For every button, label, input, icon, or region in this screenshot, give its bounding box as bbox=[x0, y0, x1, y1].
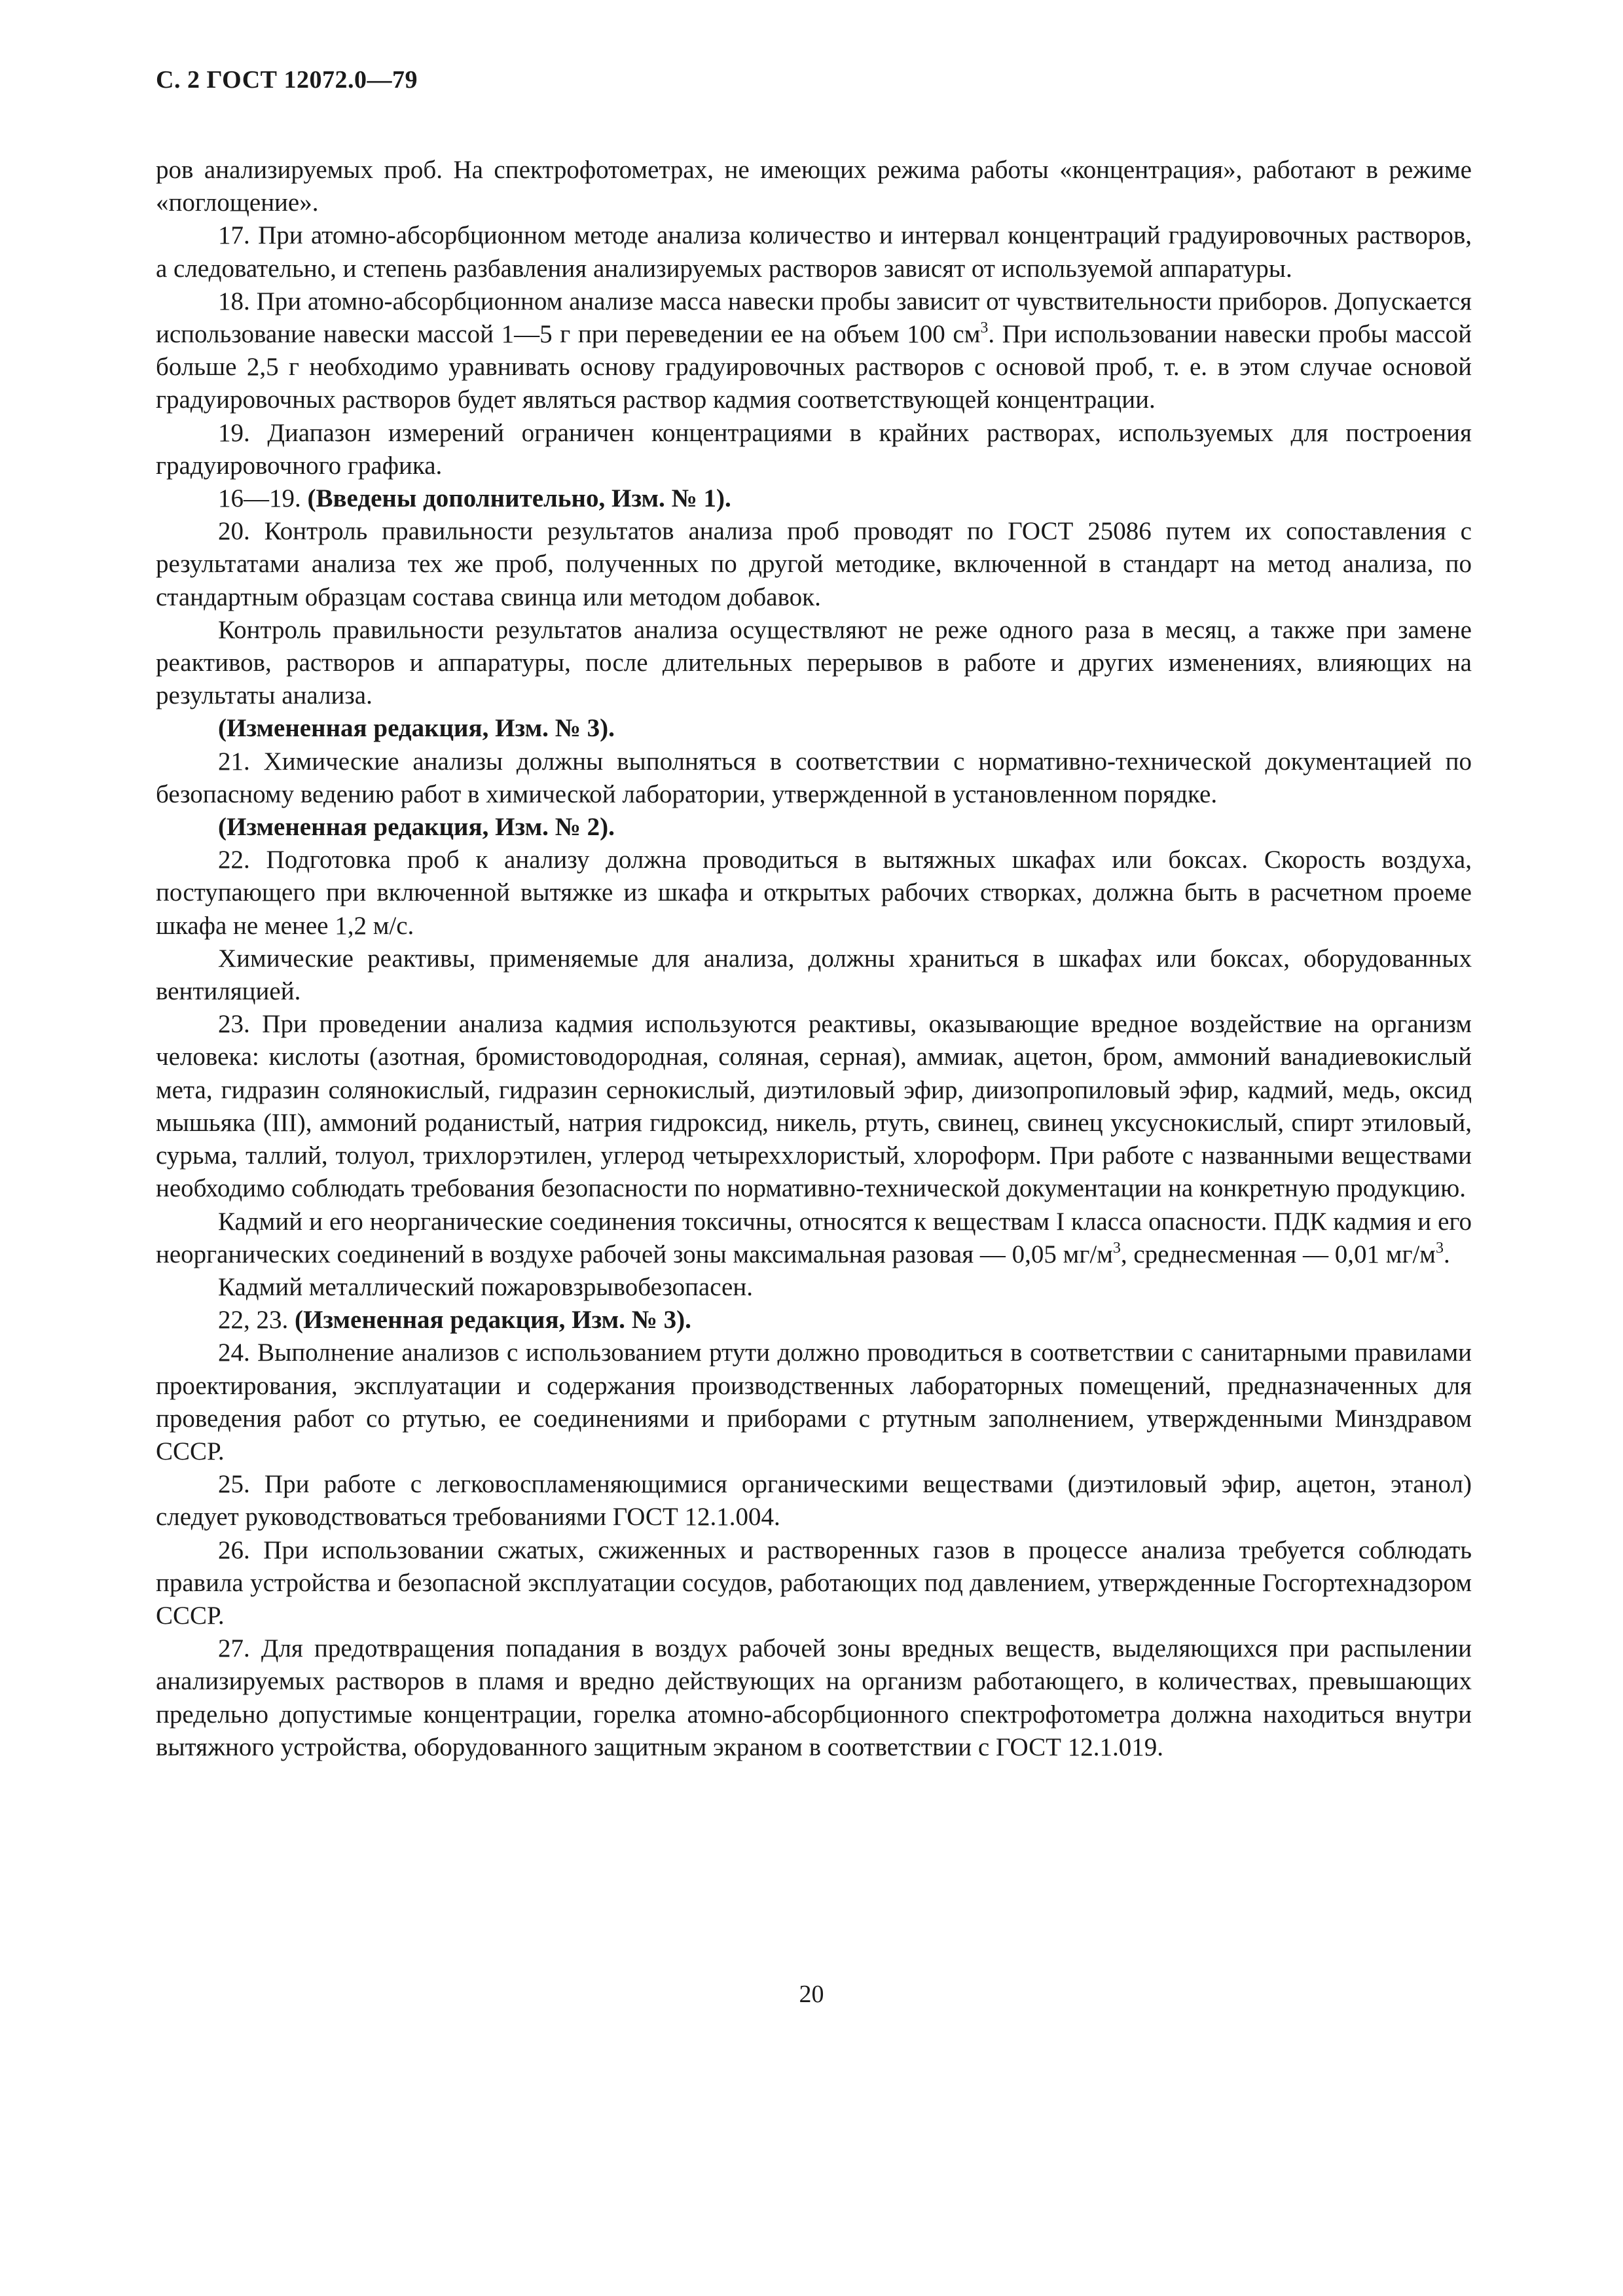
amendment-note-3b bbox=[156, 1304, 1472, 1336]
paragraph-26: 26. При использовании сжатых, сжиженных и растворенных газов в процессе анализа требуется соблюдать правила устройства и безопасной эксплуатации сосудов, работающих под давлением, утвержденные Госгортехнадзором СССР. bbox=[156, 1535, 1472, 1630]
amendment-note-2: (Измененная редакция, Изм. № 2). bbox=[218, 813, 615, 842]
toxicity-part1: Кадмий и его неорганические соединения токсичны, относятся к веществам I класса опасности. ПДК кадмия и его неорганических соединений в воздухе рабочей зоны максимальная разовая — 0,05 мг/м bbox=[156, 1207, 1472, 1268]
toxicity-part2: , среднесменная — 0,01 мг/м bbox=[1120, 1240, 1436, 1268]
paragraph-23-cadmium: Кадмий металлический пожаровзрывобезопасен. bbox=[218, 1272, 753, 1301]
document-body bbox=[156, 154, 1472, 1764]
paragraph-20: 20. Контроль правильности результатов анализа проб проводят по ГОСТ 25086 путем их сопоставления с результатами анализа тех же проб, полученных по другой методике, включенной в стандарт на метод анализа, по стандартным образцам состава свинца или методом добавок. bbox=[156, 517, 1472, 611]
page-header: С. 2 ГОСТ 12072.0—79 bbox=[156, 66, 418, 94]
paragraph-17: 17. При атомно-абсорбционном методе анализа количество и интервал концентраций градуировочных растворов, а следовательно, и степень разбавления анализируемых растворов зависят от используемой аппаратуры. bbox=[156, 221, 1472, 283]
amendment-note-1-text: (Введены дополнительно, Изм. № 1). bbox=[307, 484, 731, 513]
paragraph-22: 22. Подготовка проб к анализу должна проводиться в вытяжных шкафах или боксах. Скорость воздуха, поступающего при включенной вытяжке из шкафа и открытых рабочих створках, должна быть в расчетном проеме шкафа не менее 1,2 м/с. bbox=[156, 846, 1472, 940]
amendment-note-1 bbox=[156, 482, 1472, 515]
paragraph-27: 27. Для предотвращения попадания в воздух рабочей зоны вредных веществ, выделяющихся при распылении анализируемых растворов в пламя и вредно действующих на организм работающего, в количествах, превышающих предельно допустимые концентрации, горелка атомно-абсорбционного спектрофотометра должна находиться внутри вытяжного устройства, оборудованного защитным экраном в соответствии с ГОСТ 12.1.019. bbox=[156, 1634, 1472, 1761]
paragraph-18 bbox=[156, 285, 1472, 417]
paragraph-21: 21. Химические анализы должны выполняться в соответствии с нормативно-технической документацией по безопасному ведению работ в химической лаборатории, утвержденной в установленном порядке. bbox=[156, 747, 1472, 808]
paragraph-22-reagents: Химические реактивы, применяемые для анализа, должны храниться в шкафах или боксах, оборудованных вентиляцией. bbox=[156, 944, 1472, 1006]
superscript-3: 3 bbox=[1112, 1239, 1121, 1257]
amendment-note-1-ref: 16—19. bbox=[218, 484, 308, 513]
page-number: 20 bbox=[799, 1981, 824, 2008]
superscript-3: 3 bbox=[980, 319, 989, 337]
paragraph-20-control: Контроль правильности результатов анализа осуществляют не реже одного раза в месяц, а также при замене реактивов, растворов и аппаратуры, после длительных перерывов в работе и других изменениях, влияющих на результаты анализа. bbox=[156, 615, 1472, 710]
paragraph-25: 25. При работе с легковоспламеняющимися органическими веществами (диэтиловый эфир, ацетон, этанол) следует руководствоваться требованиями ГОСТ 12.1.004. bbox=[156, 1470, 1472, 1532]
paragraph-23: 23. При проведении анализа кадмия используются реактивы, оказывающие вредное воздействие на организм человека: кислоты (азотная, бромистоводородная, соляная, серная), аммиак, ацетон, бром, аммоний ванадиевокислый мета, гидразин солянокислый, гидразин сернокислый, диэтиловый эфир, диизопропиловый эфир, кадмий, медь, оксид мышьяка (III), аммоний роданистый, натрия гидроксид, никель, ртуть, свинец, свинец уксуснокислый, спирт этиловый, сурьма, таллий, толуол, трихлорэтилен, углерод четыреххлористый, хлороформ. При работе с названными веществами необходимо соблюдать требования безопасности по нормативно-технической документации на конкретную продукцию. bbox=[156, 1010, 1472, 1203]
paragraph-24: 24. Выполнение анализов с использованием ртути должно проводиться в соответствии с санитарными правилами проектирования, эксплуатации и содержания производственных лабораторных помещений, предназначенных для проведения работ со ртутью, ее соединениями и приборами с ртутным заполнением, утвержденными Минздравом СССР. bbox=[156, 1338, 1472, 1465]
paragraph-23-toxicity bbox=[156, 1206, 1472, 1271]
paragraph-19: 19. Диапазон измерений ограничен концентрациями в крайних растворах, используемых для построения градуировочного графика. bbox=[156, 418, 1472, 480]
paragraph-18-part2: . При использовании навески пробы массой больше 2,5 г необходимо уравнивать основу градуировочных растворов с основой проб, т. е. в этом случае основой градуировочных растворов будет являться раствор кадмия соответствующей концентрации. bbox=[156, 320, 1472, 414]
paragraph-18-part1: 18. При атомно-абсорбционном анализе масса навески пробы зависит от чувствительности приборов. Допускается использование навески массой 1—5 г при переведении ее на объем 100 см bbox=[156, 287, 1472, 349]
amendment-note-3b-text: (Измененная редакция, Изм. № 3). bbox=[295, 1306, 691, 1335]
amendment-note-3: (Измененная редакция, Изм. № 3). bbox=[218, 714, 615, 743]
superscript-3: 3 bbox=[1435, 1239, 1444, 1257]
paragraph-continuation: ров анализируемых проб. На спектрофотометрах, не имеющих режима работы «концентрация», работают в режиме «поглощение». bbox=[156, 156, 1472, 217]
amendment-note-3b-ref: 22, 23. bbox=[218, 1306, 295, 1335]
toxicity-part3: . bbox=[1443, 1240, 1450, 1268]
